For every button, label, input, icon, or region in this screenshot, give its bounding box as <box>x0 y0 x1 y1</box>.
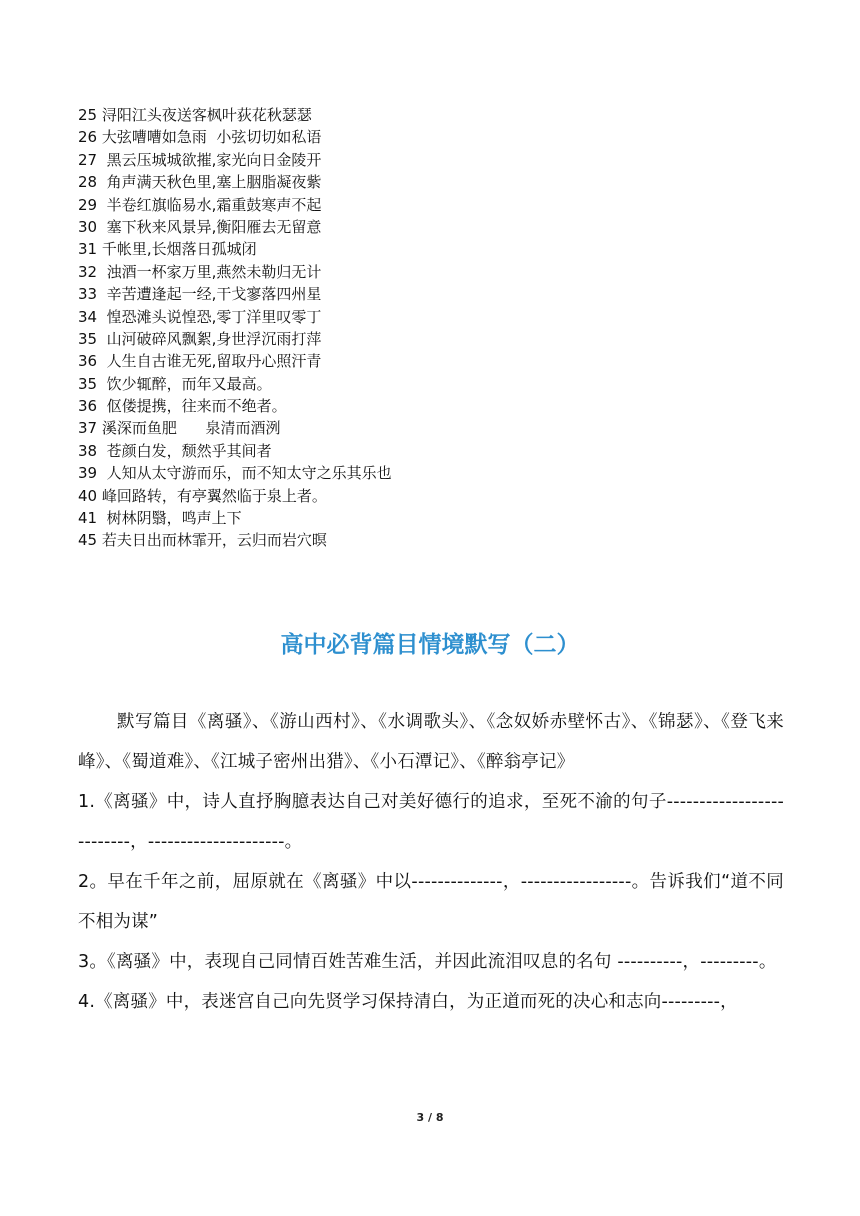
section-title: 高中必背篇目情境默写（二） <box>280 632 580 658</box>
verse-line-38: 38 苍颜白发，颓然乎其间者 <box>78 441 272 460</box>
question-list <box>78 782 784 1022</box>
verse-line-32: 32 浊酒一杯家万里,燕然未勒归无计 <box>78 262 322 281</box>
verse-line-25: 25 浔阳江头夜送客枫叶荻花秋瑟瑟 <box>78 106 312 124</box>
verse-line-45: 45 若夫日出而林霏开，云归而岩穴暝 <box>78 531 327 550</box>
verse-line-34: 34 惶恐滩头说惶恐,零丁洋里叹零丁 <box>78 307 322 326</box>
verse-line-40: 40 峰回路转，有亭翼然临于泉上者。 <box>78 486 327 505</box>
verse-line-39: 39 人知从太守游而乐，而不知太守之乐其乐也 <box>78 464 392 483</box>
verse-line-35b: 35 饮少辄醉，而年又最高。 <box>78 374 272 393</box>
verse-line-35: 35 山河破碎风飘絮,身世浮沉雨打萍 <box>78 329 322 348</box>
verse-line-28: 28 角声满天秋色里,塞上胭脂凝夜紫 <box>78 173 322 192</box>
verse-line-36b: 36 伛偻提携，往来而不绝者。 <box>78 397 287 416</box>
verse-line-27: 27 黑云压城城欲摧,家光向日金陵开 <box>78 150 322 169</box>
page-number: 3 / 8 <box>416 1111 444 1124</box>
verse-line-26: 26 大弦嘈嘈如急雨 小弦切切如私语 <box>78 128 322 147</box>
intro-paragraph: 默写篇目《离骚》、《游山西村》、《水调歌头》、《念奴娇赤壁怀古》、《锦瑟》、《登飞来峰》、《蜀道难》、《江城子密州出猎》、《小石潭记》、《醉翁亭记》 <box>78 712 784 772</box>
verse-line-36: 36 人生自古谁无死,留取丹心照汗青 <box>78 352 322 371</box>
verse-line-29: 29 半卷红旗临易水,霜重鼓寒声不起 <box>78 195 322 214</box>
verse-line-31: 31 千帐里,长烟落日孤城闭 <box>78 240 257 259</box>
verse-line-33: 33 辛苦遭逢起一经,干戈寥落四州星 <box>78 285 322 304</box>
verse-line-30: 30 塞下秋来风景异,衡阳雁去无留意 <box>78 217 322 236</box>
question-4: 4.《离骚》中，表迷宫自己向先贤学习保持清白，为正道而死的决心和志向---------， <box>78 992 738 1012</box>
question-1: 1.《离骚》中，诗人直抒胸臆表达自己对美好德行的追求，至死不渝的句子--------------------------，---------------------。 <box>78 792 784 852</box>
verse-line-41: 41 树林阴翳，鸣声上下 <box>78 509 242 528</box>
question-3: 3。《离骚》中，表现自己同情百姓苦难生活，并因此流泪叹息的名句 ----------，---------。 <box>78 952 777 972</box>
verse-line-37: 37 溪深而鱼肥 泉清而酒洌 <box>78 419 281 438</box>
question-2: 2。早在千年之前，屈原就在《离骚》中以--------------，-----------------。告诉我们“道不同不相为谋” <box>78 872 784 932</box>
verse-list <box>78 104 798 552</box>
